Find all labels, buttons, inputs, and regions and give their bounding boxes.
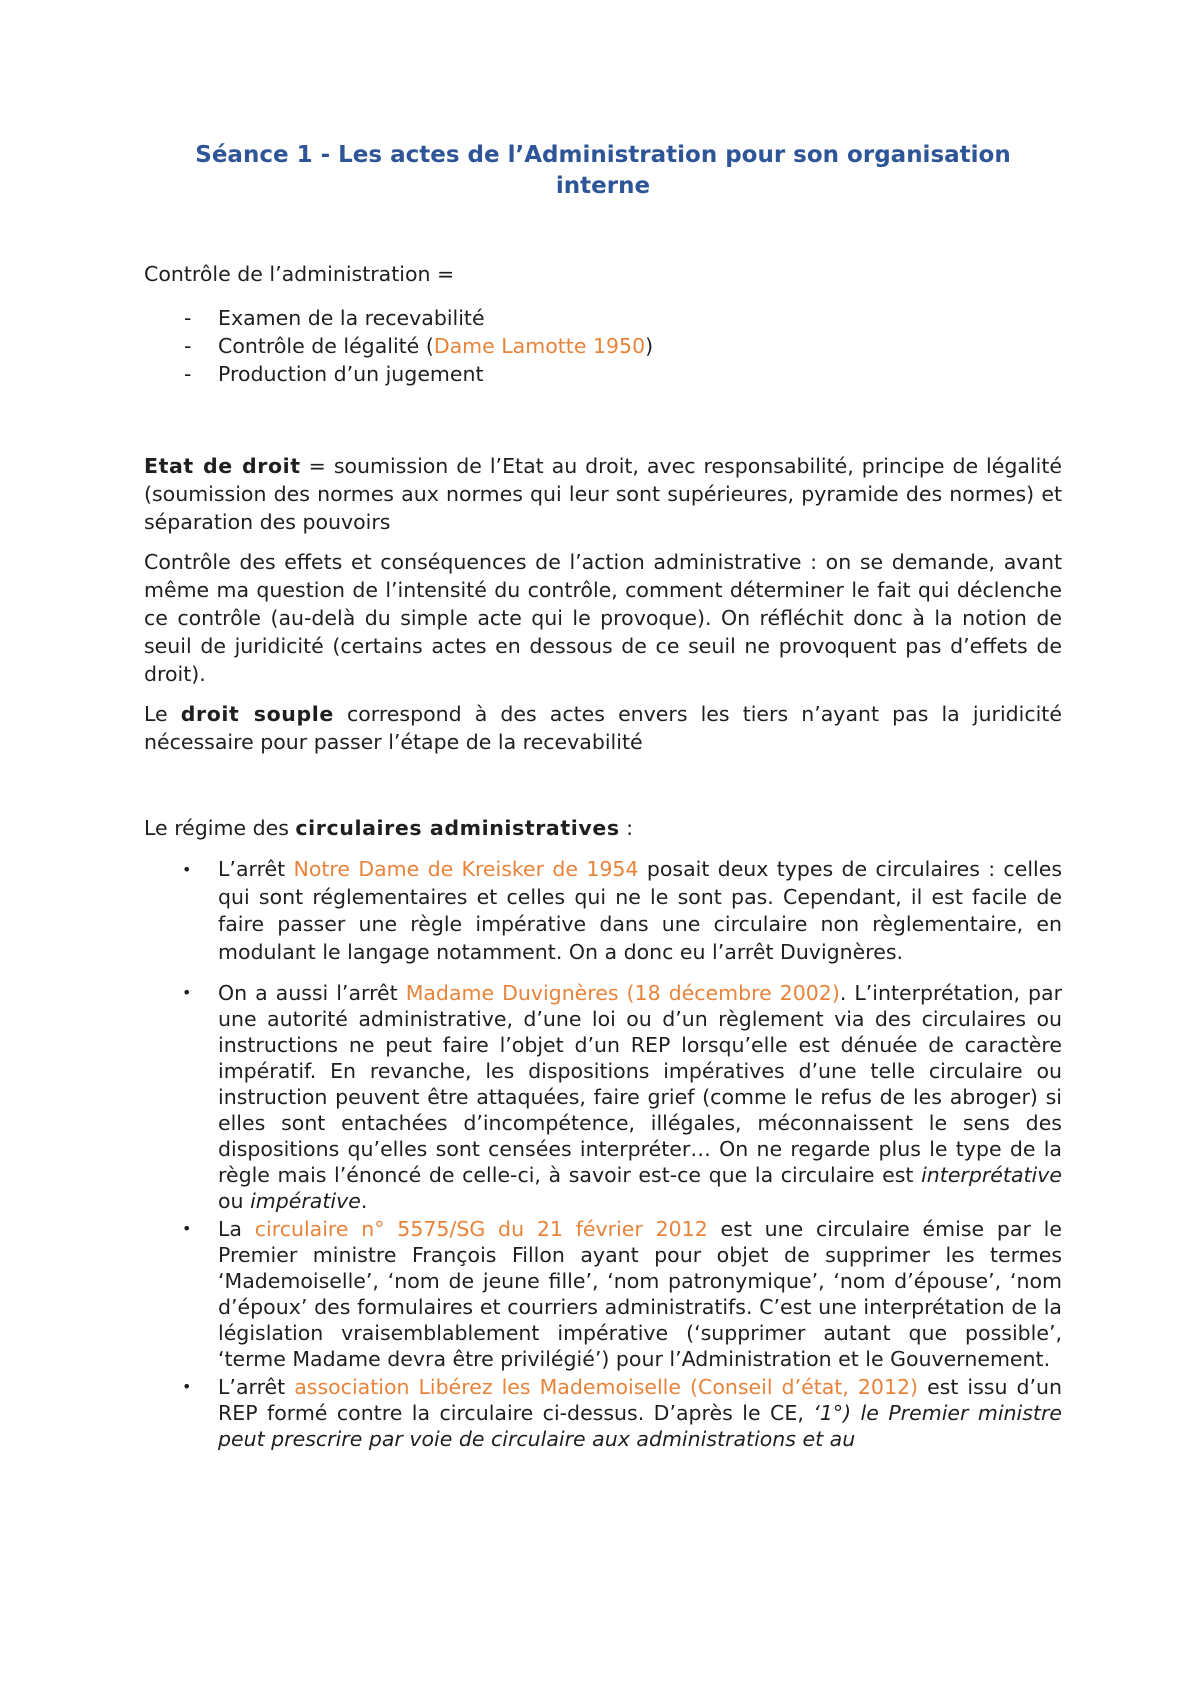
italic-quote: ‘1°) le Premier ministre peut prescrire par voie de circulaire aux administrations et au [218, 1401, 1062, 1451]
list-item-text: ou [218, 1189, 251, 1213]
circulaires-list [144, 856, 1062, 1452]
case-reference-link: Notre Dame de Kreisker de 1954 [293, 857, 639, 881]
list-item-text: Production d’un jugement [218, 362, 484, 386]
circulaires-heading [144, 814, 1062, 842]
list-item-text: L’arrêt [218, 857, 294, 881]
list-item-text: La [218, 1217, 255, 1241]
list-item [144, 360, 1062, 388]
circulaires-heading-after: : [619, 816, 634, 840]
circulaires-heading-before: Le régime des [144, 816, 296, 840]
droit-souple-paragraph [144, 700, 1062, 756]
document-page [144, 140, 1062, 1452]
list-item-text: L’arrêt [218, 1375, 295, 1399]
controle-heading: Contrôle de l’administration = [144, 262, 455, 286]
list-item-text: ) [645, 334, 654, 358]
italic-term: impérative [250, 1189, 361, 1213]
list-item [144, 304, 1062, 332]
dash-marker: - [184, 334, 192, 358]
page-title: Séance 1 - Les actes de l’Administration pour son organisation interne [195, 142, 1011, 199]
list-item [144, 856, 1062, 966]
bullet-marker: • [182, 983, 192, 1002]
case-reference-link: Madame Duvignères (18 décembre 2002) [405, 981, 840, 1005]
droit-souple-before: Le [144, 702, 181, 726]
list-item-text: Contrôle de légalité ( [218, 334, 434, 358]
controle-list [144, 304, 1062, 388]
list-item-text: . L’interprétation, par une autorité administrative, d’une loi ou d’un règlement via des circulaires ou instructions ne peut faire l’objet d’un REP lorsqu’elle est dénuée de caractère impératif. En revanche, les dispositions impératives d’une telle circulaire ou instruction peuvent être attaquées, faire grief (comme le refus de les abroger) si elles sont entachées d’incompétence, illégales, méconnaissent le sens des dispositions qu’elles sont censées interpréter… On ne regarde plus le type de la règle mais l’énoncé de celle-ci, à savoir est-ce que la circulaire est [218, 981, 1062, 1187]
dash-marker: - [184, 362, 192, 386]
list-item-text: Examen de la recevabilité [218, 306, 485, 330]
list-item-text: . [360, 1189, 368, 1213]
list-item [144, 1216, 1062, 1372]
etat-de-droit-term: Etat de droit [144, 454, 301, 478]
list-item [144, 980, 1062, 1214]
droit-souple-definition: correspond à des actes envers les tiers n’ayant pas la juridicité nécessaire pour passer l’étape de la recevabilité [144, 702, 1062, 754]
circulaires-heading-term: circulaires administratives [295, 816, 620, 840]
case-reference-link: circulaire n° 5575/SG du 21 février 2012 [254, 1217, 708, 1241]
list-item-text: posait deux types de circulaires : celles qui sont réglementaires et celles qui ne le sont pas. Cependant, il est facile de faire passer une règle impérative dans une circulaire non règlementaire, en modulant le langage notamment. On a donc eu l’arrêt Duvignères. [218, 857, 1063, 964]
list-item-text: On a aussi l’arrêt [218, 981, 406, 1005]
italic-term: interprétative [921, 1163, 1062, 1187]
droit-souple-term: droit souple [180, 702, 334, 726]
bullet-marker: • [182, 1377, 192, 1396]
etat-de-droit-paragraph [144, 452, 1062, 536]
dash-marker: - [184, 306, 192, 330]
effets-paragraph: Contrôle des effets et conséquences de l’action administrative : on se demande, avant même ma question de l’intensité du contrôle, comment déterminer le fait qui déclenche ce contrôle (au-delà du simple acte qui le provoque). On réfléchit donc à la notion de seuil de juridicité (certains actes en dessous de ce seuil ne provoquent pas d’effets de droit). [144, 550, 1062, 686]
bullet-marker: • [182, 1219, 192, 1238]
list-item-text: est issu d’un REP formé contre la circulaire ci-dessus. D’après le CE, [218, 1375, 1062, 1425]
list-item [144, 332, 1062, 360]
etat-de-droit-definition: = soumission de l’Etat au droit, avec responsabilité, principe de légalité (soumission des normes aux normes qui leur sont supérieures, pyramide des normes) et séparation des pouvoirs [144, 454, 1062, 534]
case-reference-link: association Libérez les Mademoiselle (Conseil d’état, 2012) [294, 1375, 919, 1399]
list-item [144, 1374, 1062, 1452]
case-reference-link: Dame Lamotte 1950 [433, 334, 646, 358]
bullet-marker: • [182, 860, 192, 879]
list-item-text: est une circulaire émise par le Premier ministre François Fillon ayant pour objet de supprimer les termes ‘Mademoiselle’, ‘nom de jeune fille’, ‘nom patronymique’, ‘nom d’épouse’, ‘nom d’époux’ des formulaires et courriers administratifs. C’est une interprétation de la législation vraisemblablement impérative (‘supprimer autant que possible’, ‘terme Madame devra être privilégié’) pour l’Administration et le Gouvernement. [218, 1217, 1062, 1371]
